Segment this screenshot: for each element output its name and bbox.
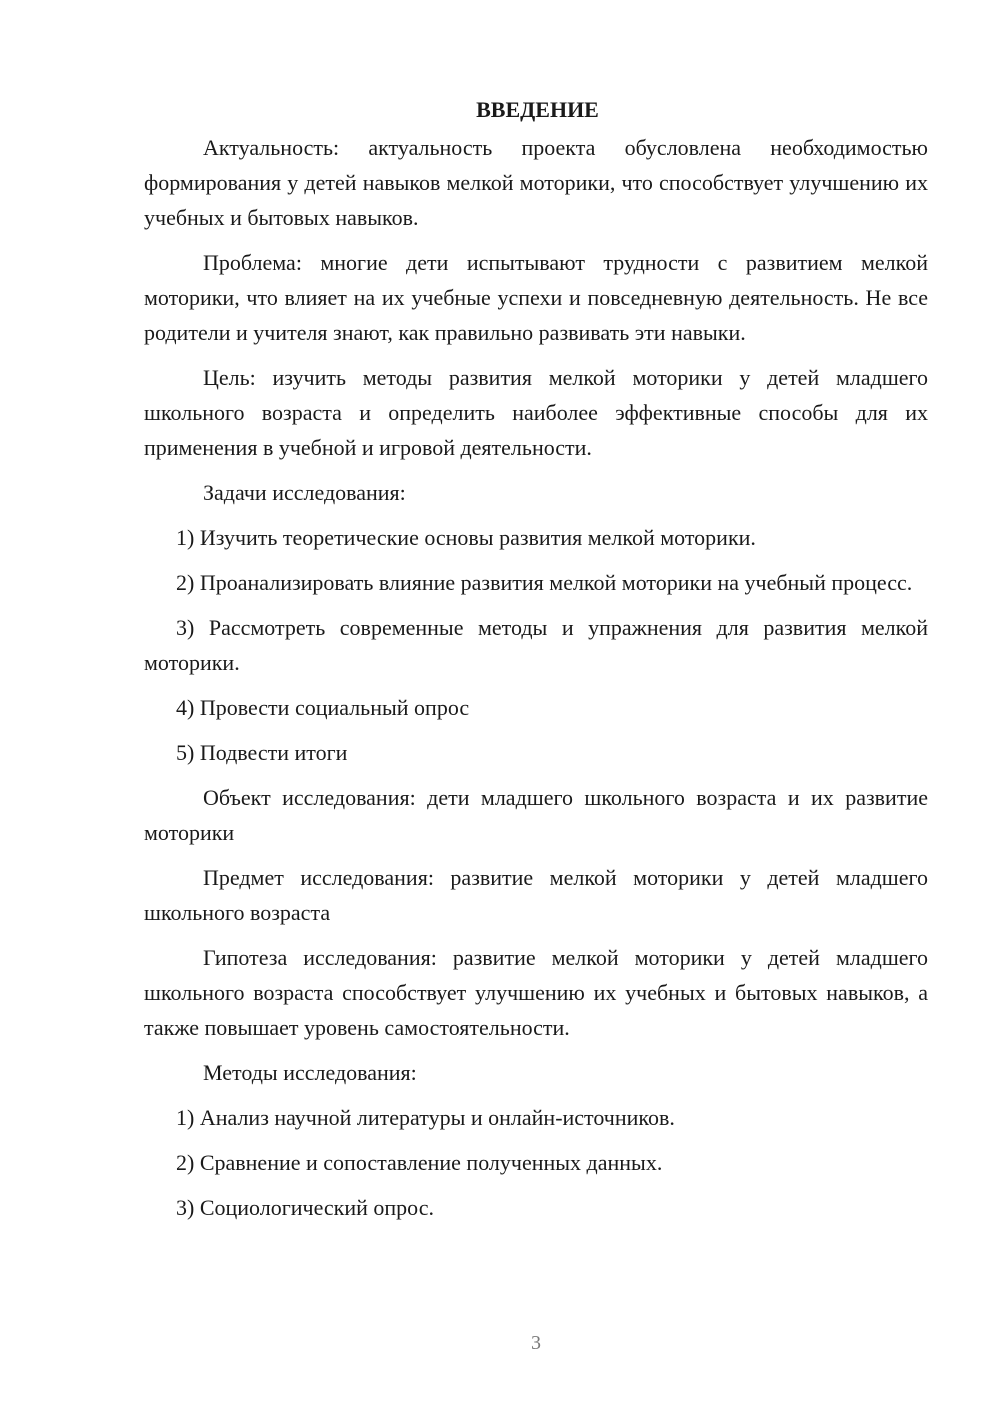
- problem-paragraph: Проблема: многие дети испытывают трудности с развитием мелкой моторики, что влияет на их учебные успехи и повседневную деятельность. Не все родители и учителя знают, как правильно развивать эти навыки.: [144, 250, 928, 345]
- methods-heading: Методы исследования:: [203, 1060, 417, 1085]
- list-item: 2) Проанализировать влияние развития мелкой моторики на учебный процесс.: [176, 570, 913, 595]
- document-page: [144, 92, 928, 1235]
- list-item: 3) Социологический опрос.: [176, 1195, 434, 1220]
- methods-list: [144, 1100, 928, 1225]
- tasks-heading: Задачи исследования:: [203, 480, 406, 505]
- list-item: 1) Изучить теоретические основы развития мелкой моторики.: [176, 525, 756, 550]
- list-item: 2) Сравнение и сопоставление полученных данных.: [176, 1150, 663, 1175]
- object-paragraph: Объект исследования: дети младшего школьного возраста и их развитие моторики: [144, 785, 928, 845]
- list-item: 1) Анализ научной литературы и онлайн-источников.: [176, 1105, 675, 1130]
- relevance-paragraph: Актуальность: актуальность проекта обусловлена необходимостью формирования у детей навыков мелкой моторики, что способствует улучшению их учебных и бытовых навыков.: [144, 135, 928, 230]
- list-item: 3) Рассмотреть современные методы и упражнения для развития мелкой моторики.: [144, 615, 928, 675]
- page-number: 3: [531, 1332, 541, 1354]
- tasks-list: [144, 520, 928, 770]
- subject-paragraph: Предмет исследования: развитие мелкой моторики у детей младшего школьного возраста: [144, 865, 928, 925]
- page-title: ВВЕДЕНИЕ: [476, 97, 599, 122]
- list-item: 5) Подвести итоги: [176, 740, 348, 765]
- hypothesis-paragraph: Гипотеза исследования: развитие мелкой моторики у детей младшего школьного возраста способствует улучшению их учебных и бытовых навыков, а также повышает уровень самостоятельности.: [144, 945, 928, 1040]
- goal-paragraph: Цель: изучить методы развития мелкой моторики у детей младшего школьного возраста и определить наиболее эффективные способы для их применения в учебной и игровой деятельности.: [144, 365, 928, 460]
- list-item: 4) Провести социальный опрос: [176, 695, 470, 720]
